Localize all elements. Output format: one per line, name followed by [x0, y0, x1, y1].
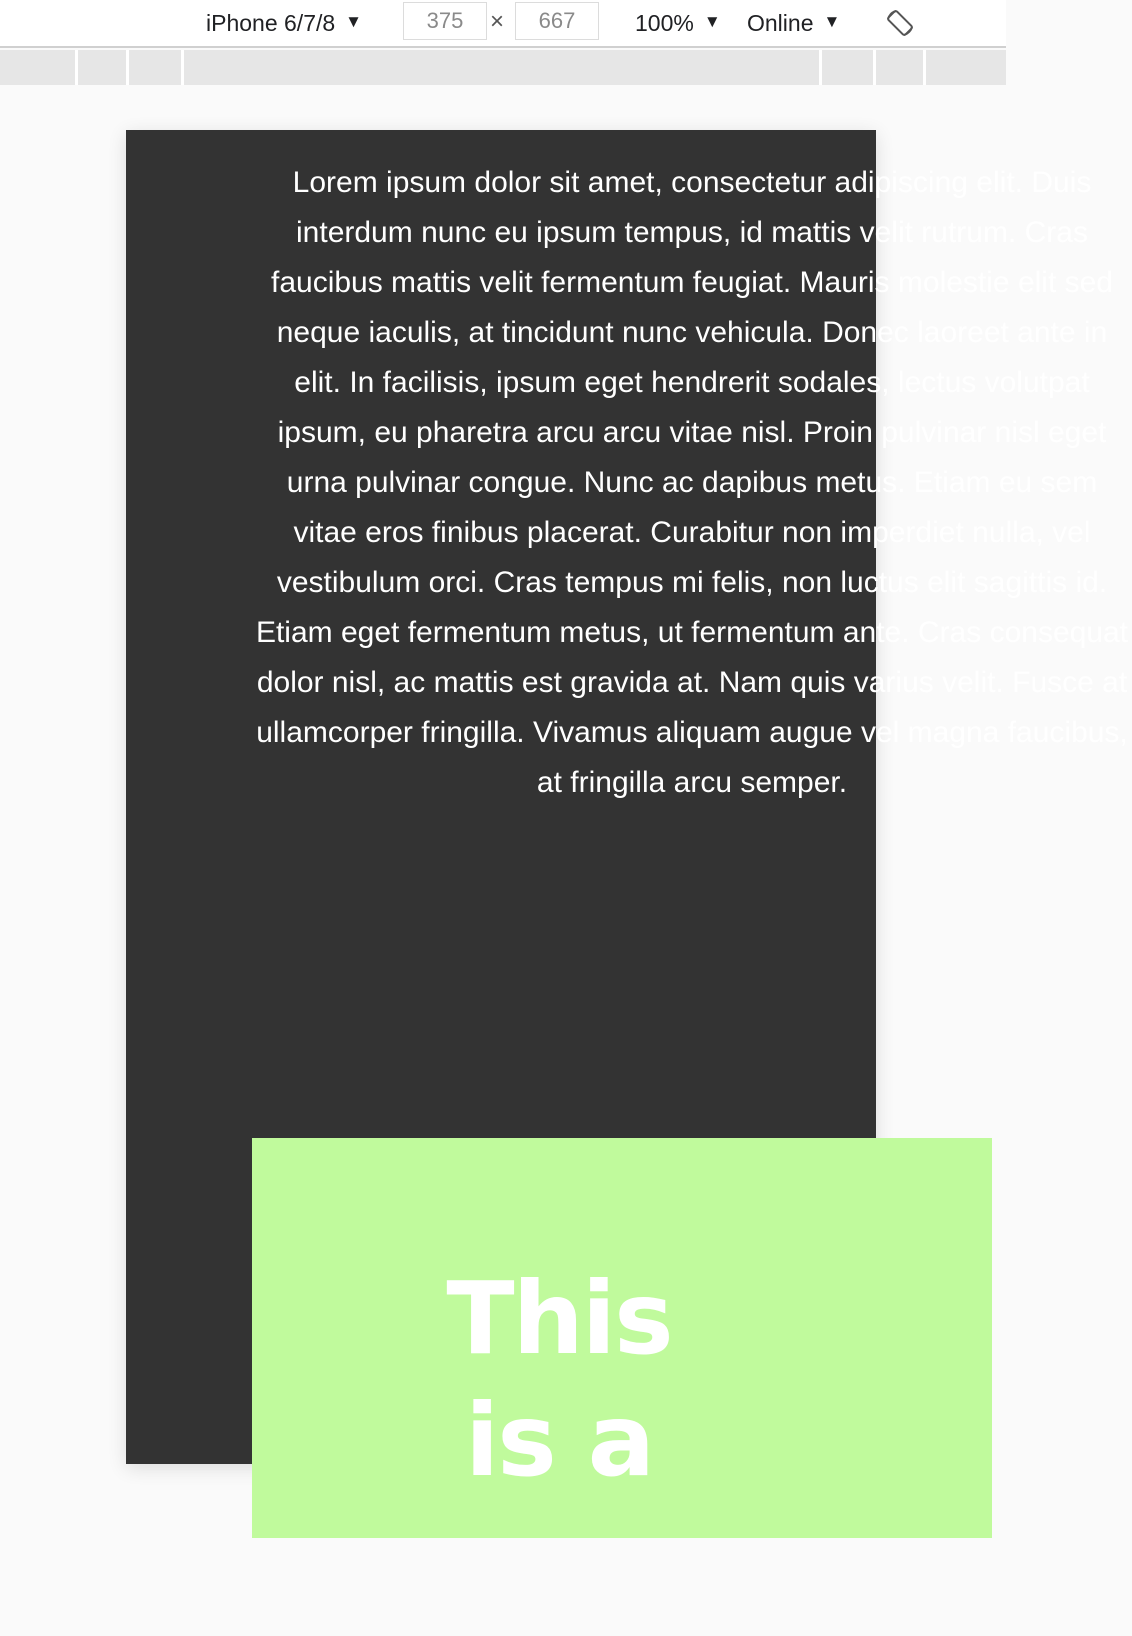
dimension-separator: × [490, 8, 505, 35]
media-query-divider [873, 50, 876, 85]
lorem-paragraph: Lorem ipsum dolor sit amet, consectetur adipiscing elit. Duis interdum nunc eu ipsum tempus, id mattis velit rutrum. Cras faucibus mattis velit fermentum feugiat. Mauris molestie elit sed neque iaculis, at tincidunt nunc vehicula. Donec laoreet ante in elit. In facilisis, ipsum eget hendrerit sodales, lectus volutpat ipsum, eu pharetra arcu arcu vitae nisl. Proin pulvinar nisl eget urna pulvinar congue. Nunc ac dapibus metus. Etiam eu sem vitae eros finibus placerat. Curabitur non imperdiet nulla, vel vestibulum orci. Cras tempus mi felis, non luctus elit sagittis id. Etiam eget fermentum metus, ut fermentum ante. Cras consequat dolor nisl, ac mattis est gravida at. Nam quis varius velit. Fusce at ullamcorper fringilla. Vivamus aliquam augue vel magna faucibus, at fringilla arcu semper. [255, 166, 1129, 799]
media-query-divider [923, 50, 926, 85]
zoom-select-label: 100% [635, 9, 694, 36]
media-query-divider [181, 50, 184, 85]
media-query-divider [126, 50, 129, 85]
network-select-label: Online [747, 9, 814, 36]
device-select-label: iPhone 6/7/8 [206, 9, 336, 36]
device-toolbar [0, 0, 1006, 48]
device-select[interactable] [206, 0, 362, 46]
device-viewport[interactable] [126, 130, 1129, 1499]
media-query-bar[interactable] [0, 50, 1006, 85]
zoom-select[interactable] [635, 0, 721, 46]
hero-heading [252, 1258, 992, 1502]
media-query-divider [819, 50, 822, 85]
media-query-divider [75, 50, 78, 85]
hero-line: is a [464, 1382, 654, 1499]
triangle-down-icon: ▼ [345, 12, 362, 31]
hero-line: This [446, 1260, 672, 1377]
height-input[interactable]: 667 [515, 2, 599, 40]
rotate-button[interactable] [884, 7, 916, 39]
network-throttle-select[interactable] [747, 0, 840, 46]
width-input[interactable]: 375 [403, 2, 487, 40]
hero-block [252, 1138, 992, 1538]
rotate-icon [884, 7, 916, 39]
triangle-down-icon: ▼ [703, 12, 721, 31]
triangle-down-icon: ▼ [823, 12, 841, 31]
